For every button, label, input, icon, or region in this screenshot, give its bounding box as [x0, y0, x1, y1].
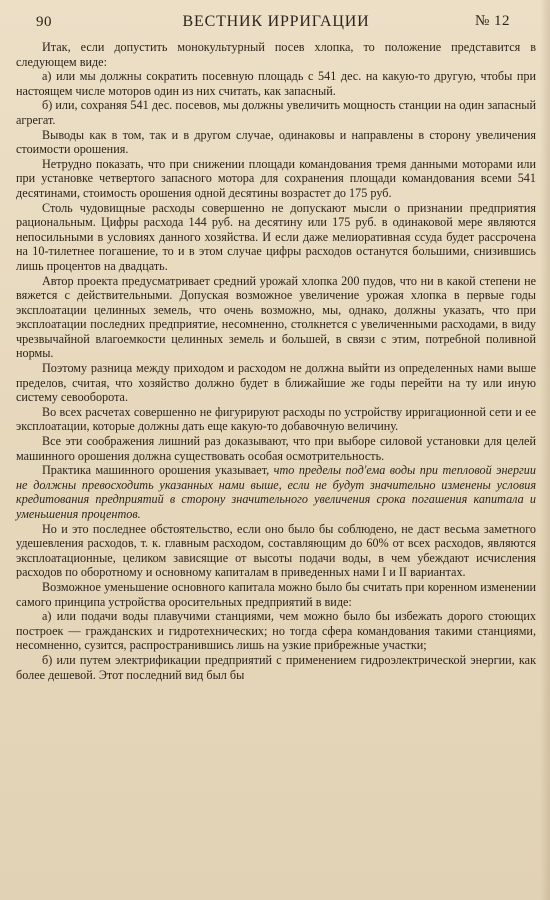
article-body	[16, 40, 536, 682]
paragraph: Во всех расчетах совершенно не фигурируют расходы по устройству ирригационной сети и ее эксплоатации, которые должны дать еще какую-то добавочную величину.	[16, 404, 536, 434]
paragraph: Поэтому разница между приходом и расходом не должна выйти из определенных нами выше пределов, считая, что хозяйство должно будет в ближайшие же годы перейти на ту или иную систему севооборота.	[16, 361, 536, 405]
running-header	[16, 10, 536, 32]
paragraph: а) или подачи воды плавучими станциями, чем можно было бы избежать дорого стоющих построек — гражданских и гидротехнических; но тогда сфера командования такими станциями, несомненно, сузится, распространившись лишь на узкие прибрежные участки;	[16, 609, 536, 653]
paragraph: Все эти соображения лишний раз доказывают, что при выборе силовой установки для целей машинного орошения должна существовать особая осмотрительность.	[16, 434, 536, 463]
paragraph: Итак, если допустить монокультурный посев хлопка, то положение представится в следующем виде:	[16, 40, 536, 69]
paragraph-lead: Практика машинного орошения указывает,	[42, 463, 270, 478]
paragraph: Столь чудовищные расходы совершенно не допускают мысли о признании предприятия рациональным. Цифры расхода 144 руб. на десятину или 175 руб. в одинаковой мере являются непосильными в условиях данного хозяйства. И если даже мелиоративная ссуда будет рассрочена на 10-тилетнее погашение, то и в этом случае цифры расходов останутся большими, снизившись лишь процентов на двадцать.	[16, 200, 536, 273]
paragraph-practice	[16, 463, 536, 521]
page-number: 90	[36, 14, 52, 30]
page-edge-shadow	[540, 0, 550, 900]
paragraph: Но и это последнее обстоятельство, если оно было бы соблюдено, не даст весьма заметного удешевления расходов, т. к. главным расходом, составляющим до 60% от всех расходов, являются эксплоатационные, целиком зависящие от высоты подачи воды, в чем убеждают исчисления расходов по оборотному и основному капиталам в приведенных нами I и II вариантах.	[16, 521, 536, 580]
paragraph-emphasis: что пределы под'ема воды при тепловой энергии не должны превосходить указанных нами выше, если не будут значительно изменены условия кредитования предприятий в сторону значительного увеличения срока погашения капитала и уменьшения процентов.	[16, 463, 536, 521]
journal-title: ВЕСТНИК ИРРИГАЦИИ	[182, 13, 370, 30]
paragraph: Автор проекта предусматривает средний урожай хлопка 200 пудов, что ни в какой степени не вяжется с действительными. Допуская возможное увеличение урожая хлопка в первые годы эксплоатации целинных земель, что очень возможно, мы, однако, должны указать, что при эксплоатации последних предприятие, несомненно, столкнется с увеличенными расходами, в виду чрезвычайной влагоемкости целинных земель и большей, в связи с этим, потребной поливной нормы.	[16, 273, 536, 361]
paragraph: Нетрудно показать, что при снижении площади командования тремя данными моторами или при установке четвертого запасного мотора для сохранения площади командования всеми 541 десятинами, стоимость орошения одной десятины возрастет до 175 руб.	[16, 156, 536, 200]
issue-number: № 12	[474, 13, 510, 29]
paragraph: а) или мы должны сократить посевную площадь с 541 дес. на какую-то другую, чтобы при настоящем числе моторов один из них считать, как запасный.	[16, 69, 536, 98]
paragraph: Возможное уменьшение основного капитала можно было бы считать при коренном изменении самого принципа устройства оросительных предприятий в виде:	[16, 579, 536, 609]
paragraph: б) или путем электрификации предприятий с применением гидроэлектрической энергии, как более дешевой. Этот последний вид был бы	[16, 652, 536, 682]
paragraph: Выводы как в том, так и в другом случае, одинаковы и направлены в сторону увеличения стоимости орошения.	[16, 127, 536, 157]
paragraph: б) или, сохраняя 541 дес. посевов, мы должны увеличить мощность станции на один запасный агрегат.	[16, 98, 536, 127]
